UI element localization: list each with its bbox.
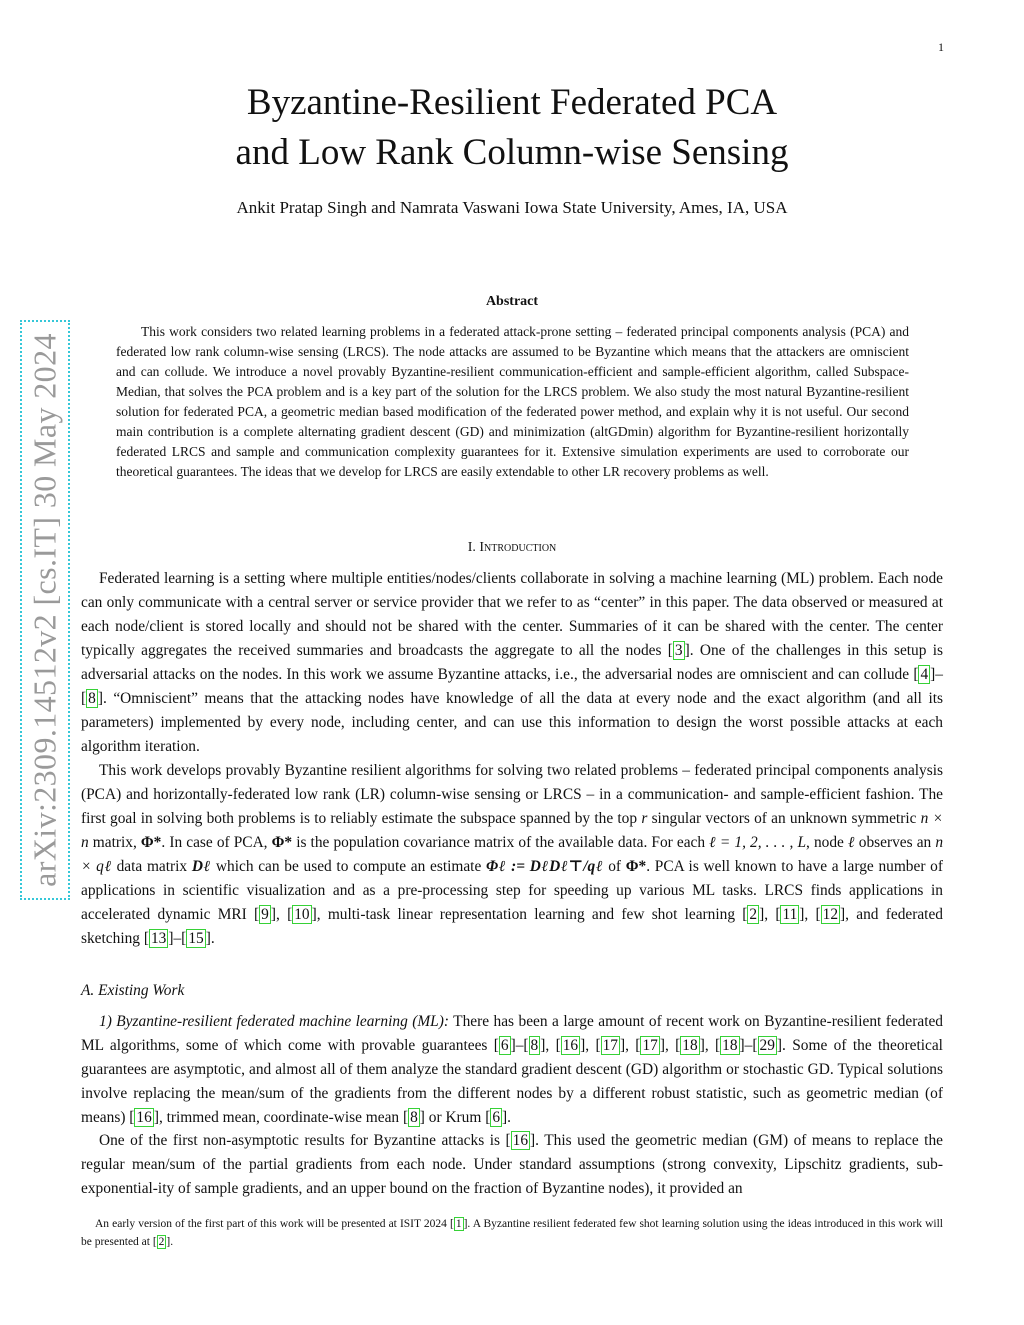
section-name: Introduction xyxy=(479,540,557,555)
citation-link[interactable]: 1 xyxy=(455,1218,462,1230)
abstract-heading: Abstract xyxy=(485,294,539,309)
citation-link[interactable]: 11 xyxy=(782,906,798,923)
citation-link[interactable]: 3 xyxy=(674,642,683,659)
citation-link[interactable]: 16 xyxy=(562,1037,579,1054)
citation-link[interactable]: 6 xyxy=(492,1109,501,1126)
citation-link[interactable]: 16 xyxy=(136,1109,152,1126)
math-ell-range: ℓ = 1, 2, . . . , L xyxy=(709,834,807,851)
citation-link[interactable]: 8 xyxy=(88,690,96,707)
title-line-1: Byzantine-Resilient Federated PCA xyxy=(246,82,778,123)
paper-title xyxy=(0,78,1024,178)
title-line-2: and Low Rank Column-wise Sensing xyxy=(235,132,789,173)
authors: Ankit Pratap Singh and Namrata Vaswani Iowa State University, Ames, IA, USA xyxy=(236,198,788,217)
citation-link[interactable]: 15 xyxy=(188,930,204,947)
citation-link[interactable]: 29 xyxy=(759,1037,775,1054)
intro-paragraph-1: Federated learning is a setting where multiple entities/nodes/clients collaborate in solving a machine learning (ML) problem. Each node can only communicate with a central server or service provider that we refer to as “center” in this paper. The data observed or measured at each node/client is stored locally and should not be shared with the center. Summaries of it can be shared with the center. The center typically aggregates the received summaries and broadcasts the aggregate to all the nodes [ 3 ]. One of the challenges in this setup is adversarial attacks on the nodes. In this work we assume Byzantine attacks, i.e., the adversarial nodes are omniscient and can collude [ 4 ]–[ 8 ]. “Omniscient” means that the attacking nodes have knowledge of all the data at every node and the exact algorithm (and all its parameters) implemented by every node, including center, and can use this information to design the worst possible attacks at each algorithm iteration. xyxy=(81,570,943,755)
citation-link[interactable]: 4 xyxy=(920,666,929,683)
citation-link[interactable]: 6 xyxy=(500,1037,509,1054)
math-phi-star: Φ* xyxy=(140,834,162,851)
citation-link[interactable]: 8 xyxy=(530,1037,539,1054)
subsection-heading-existing-work: A. Existing Work xyxy=(81,982,185,999)
paragraph-heading: 1) Byzantine-resilient federated machine learning (ML): xyxy=(99,1013,449,1030)
footnote: An early version of the first part of this work will be presented at ISIT 2024 [ 1 ]. A Byzantine resilient federated few shot learning solution using the ideas introduced in this work will be presented at [ 2 ]. xyxy=(81,1218,943,1248)
citation-link[interactable]: 10 xyxy=(294,906,310,923)
abstract-text: This work considers two related learning problems in a federated attack-prone setting – federated principal components analysis (PCA) and federated low rank column-wise sensing (LRCS). The node attacks are assumed to be Byzantine which means that the attackers are omniscient and can collude. We introduce a novel provably Byzantine-resilient communication-efficient and sample-efficient algorithm, called Subspace-Median, that solves the PCA problem and is a key part of the solution for the LRCS problem. We also study the most natural Byzantine-resilient solution for federated PCA, a geometric median based modification of the federated power method, and explain why it is not useful. Our second main contribution is a complete alternating gradient descent (GD) and minimization (altGDmin) algorithm for Byzantine-resilient horizontally federated LRCS and sample and communication complexity guarantees for it. Extensive simulation experiments are used to corroborate our theoretical guarantees. The ideas that we develop for LRCS are easily extendable to other LR recovery problems as well. xyxy=(116,324,909,479)
citation-link[interactable]: 17 xyxy=(602,1037,618,1054)
math-estimate: Φℓ := DℓDℓ⊤/qℓ xyxy=(486,858,604,875)
math-ell: ℓ xyxy=(847,834,855,851)
math-phi-star: Φ* xyxy=(625,858,647,875)
citation-link[interactable]: 9 xyxy=(261,906,269,923)
citation-link[interactable]: 8 xyxy=(410,1109,418,1126)
citation-link[interactable]: 17 xyxy=(642,1037,658,1054)
section-heading-introduction xyxy=(0,540,1024,556)
citation-link[interactable]: 16 xyxy=(512,1132,529,1149)
math-n-by-n: n × n xyxy=(81,810,943,851)
arxiv-identifier: arXiv:2309.14512v2 [cs.IT] 30 May 2024 xyxy=(26,333,63,887)
math-r: r xyxy=(641,810,648,827)
page-number: 1 xyxy=(938,40,944,54)
citation-link[interactable]: 13 xyxy=(150,930,167,947)
math-d-ell: Dℓ xyxy=(191,858,212,875)
intro-paragraph-2: This work develops provably Byzantine resilient algorithms for solving two related problems – federated principal components analysis (PCA) and horizontally-federated low rank (LR) column-wise sensing or LRCS – in a communication- and sample-efficient fashion. The first goal in solving both problems is to reliably estimate the subspace spanned by the top r singular vectors of an unknown symmetric n × n matrix, Φ*. In case of PCA, Φ* is the population covariance matrix of the available data. For each ℓ = 1, 2, . . . , L, node ℓ observes an n × qℓ data matrix Dℓ which can be used to compute an estimate Φℓ := DℓDℓ⊤/qℓ of Φ*. PCA is well known to have a large number of applications in scientific visualization and as a pre-processing step for speeding up various ML tasks. LRCS finds applications in accelerated dynamic MRI [ 9 ], [ 10 ], multi-task linear representation learning and few shot learning [ 2 ], [ 11 ], [ 12 ], and federated sketching [ 13 ]–[ 15 ]. xyxy=(81,762,944,947)
math-n-by-q: n × qℓ xyxy=(81,834,944,875)
existing-work-paragraph-2: One of the first non-asymptotic results for Byzantine attacks is [ 16 ]. This used the geometric median (GM) of means to replace the regular mean/sum of the partial gradients from each node. Under standard assumptions (strong convexity, Lipschitz gradients, sub-exponential-ity of sample gradients, and an upper bound on the fraction of Byzantine nodes), it provided an xyxy=(81,1132,943,1197)
citation-link[interactable]: 18 xyxy=(682,1037,698,1054)
existing-work-paragraph-1: 1) Byzantine-resilient federated machine learning (ML): There has been a large amount of recent work on Byzantine-resilient federated ML algorithms, some of which come with provable guarantees [ 6 ]–[ 8 ], [ 16 ], [ 17 ], [ 17 ], [ 18 ], [ 18 ]–[ 29 ]. Some of the theoretical guarantees are asymptotic, and almost all of them analyze the standard gradient descent (GD) algorithm or stochastic GD. Typical solutions involve replacing the mean/sum of the gradients from the different nodes by a different robust statistic, such as geometric median (of means) [ 16 ], trimmed mean, coordinate-wise mean [ 8 ] or Krum [ 6 ]. xyxy=(81,1013,943,1126)
arxiv-stamp[interactable] xyxy=(20,320,70,900)
section-number: I. xyxy=(467,540,476,555)
math-phi-star: Φ* xyxy=(271,834,293,851)
citation-link[interactable]: 2 xyxy=(749,906,758,923)
citation-link[interactable]: 18 xyxy=(722,1037,738,1054)
citation-link[interactable]: 2 xyxy=(158,1236,165,1248)
citation-link[interactable]: 12 xyxy=(822,906,839,923)
